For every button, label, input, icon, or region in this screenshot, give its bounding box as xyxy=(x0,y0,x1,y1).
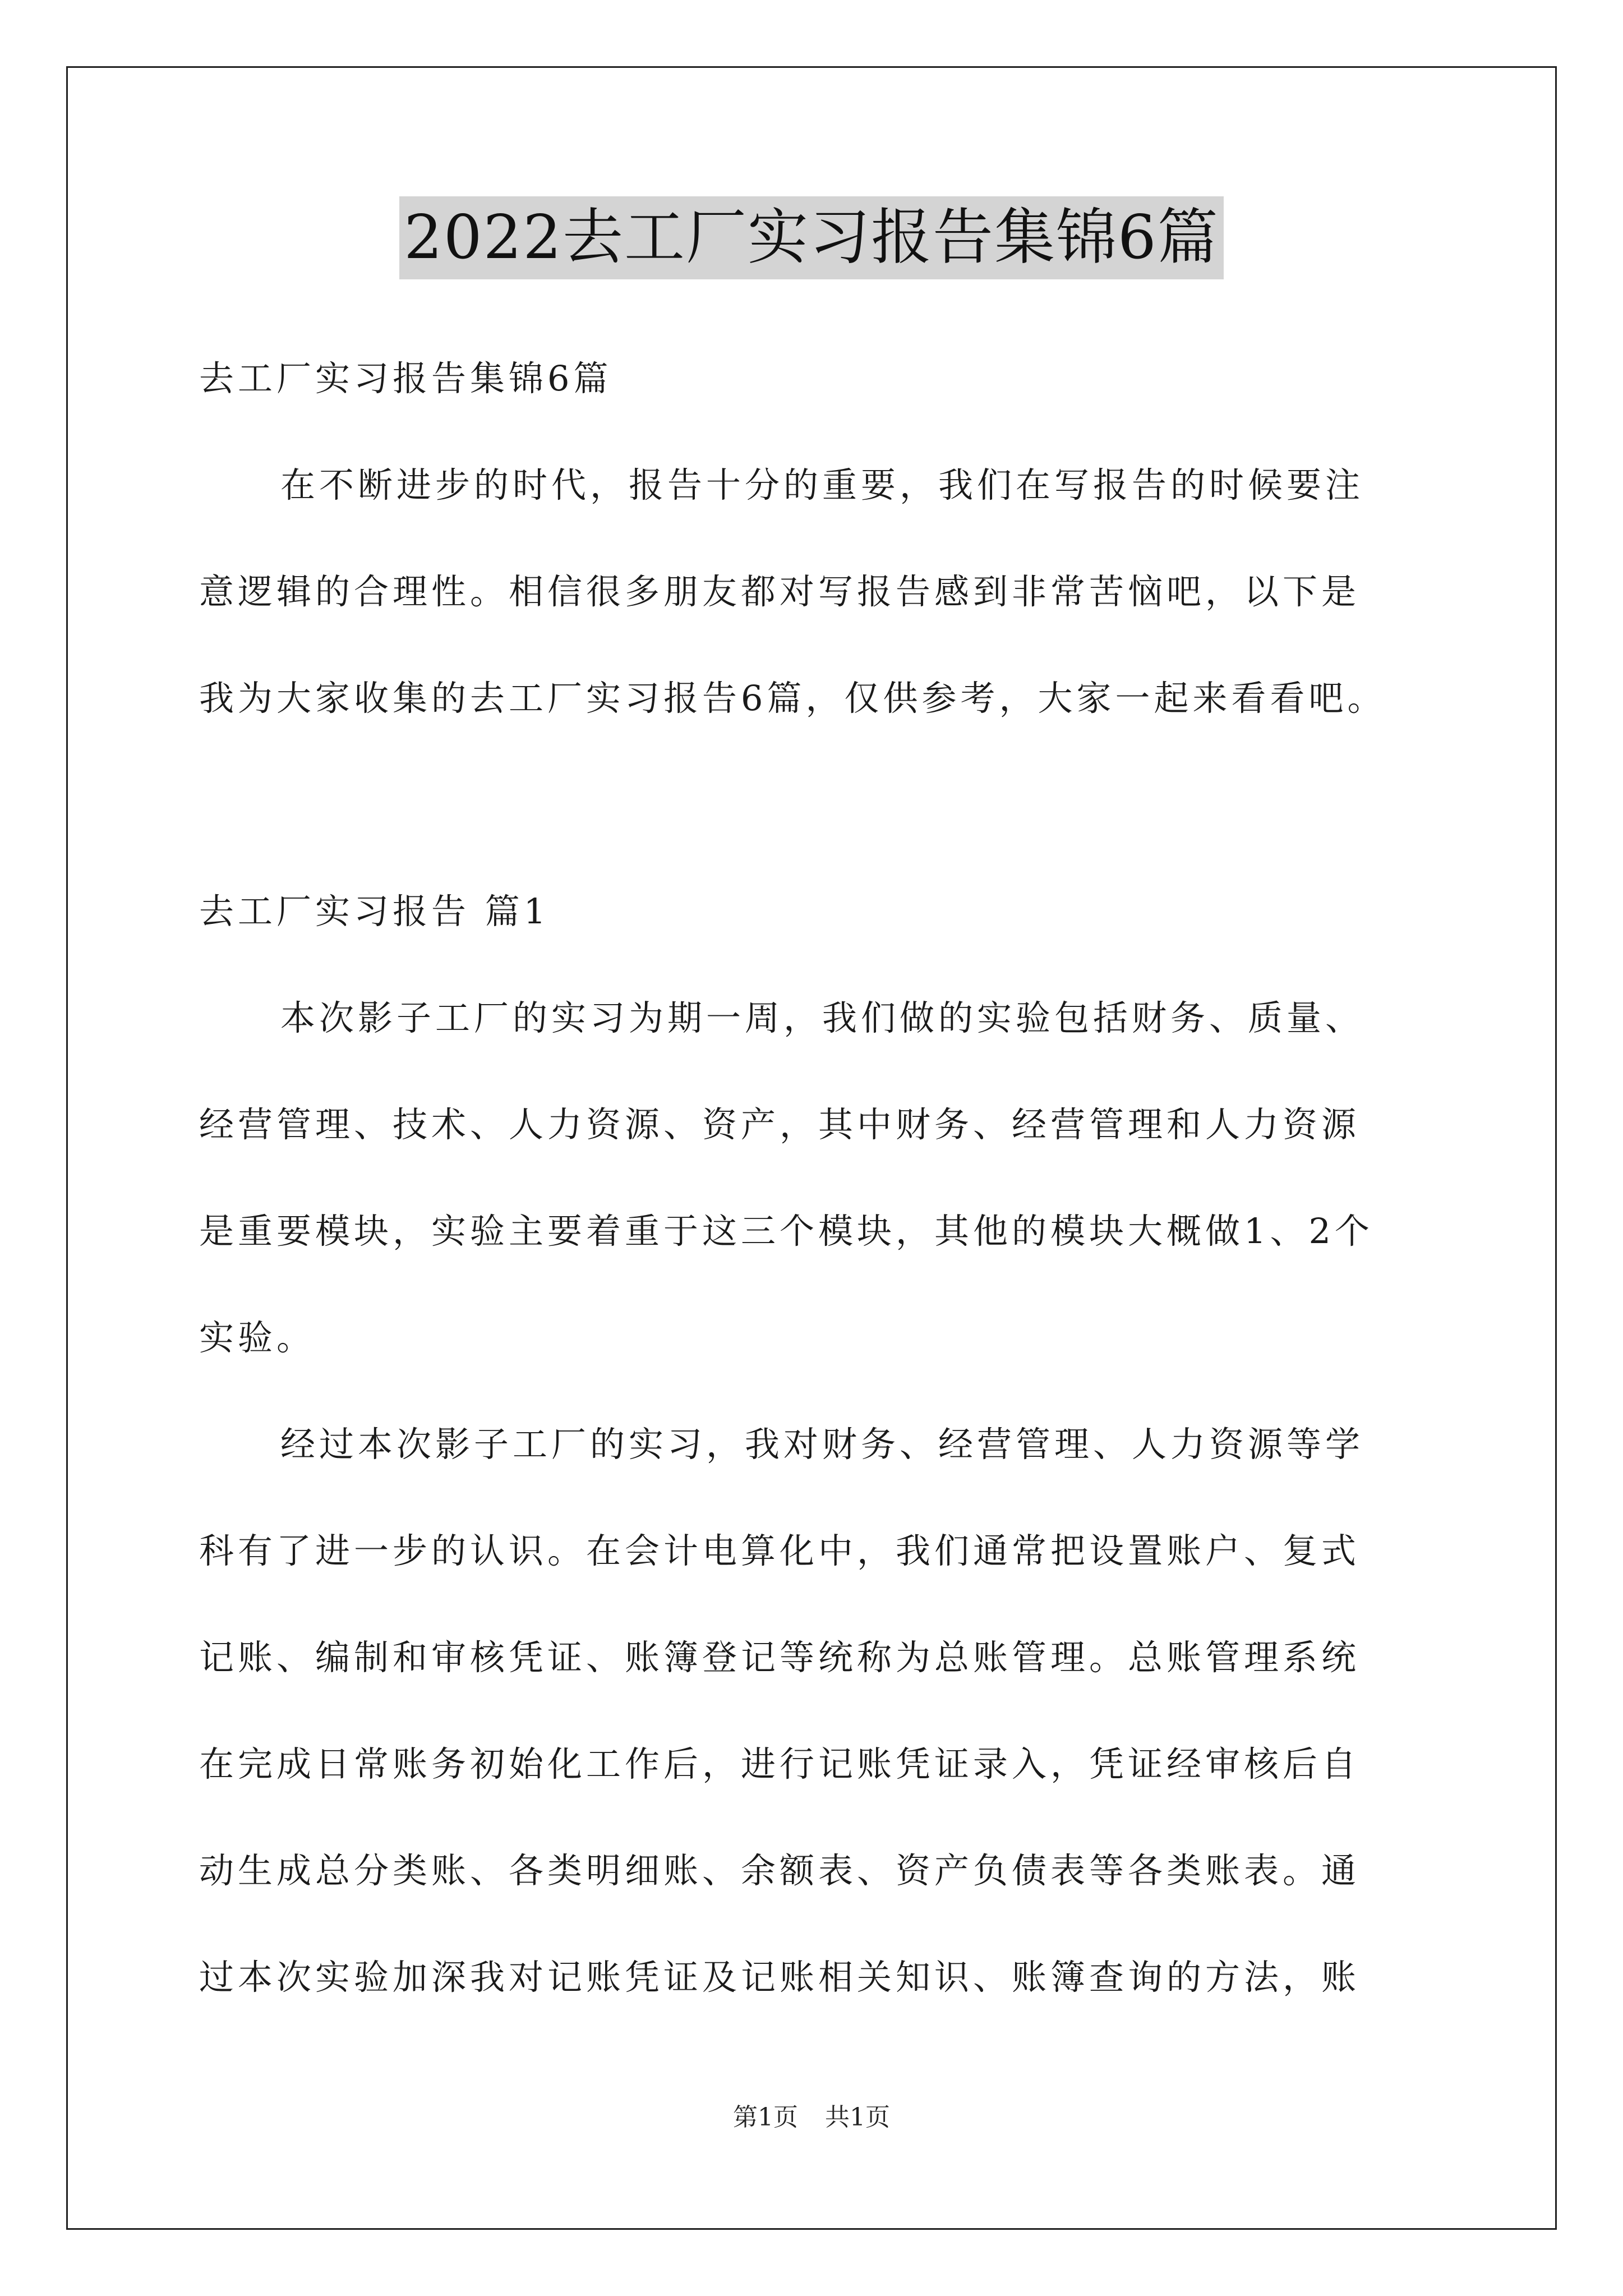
paragraph1-line-1: 本次影子工厂的实习为期一周，我们做的实验包括财务、质量、 xyxy=(280,997,1364,1038)
page-footer xyxy=(0,2101,1623,2134)
paragraph2-line-6: 过本次实验加深我对记账凭证及记账相关知识、账簿查询的方法，账 xyxy=(199,1957,1361,1998)
paragraph1-line-2: 经营管理、技术、人力资源、资产，其中财务、经营管理和人力资源 xyxy=(199,1104,1361,1145)
paragraph2-line-3: 记账、编制和审核凭证、账簿登记等统称为总账管理。总账管理系统 xyxy=(199,1637,1361,1678)
paragraph2-line-5: 动生成总分类账、各类明细账、余额表、资产负债表等各类账表。通 xyxy=(199,1850,1361,1891)
document-subtitle: 去工厂实习报告集锦6篇 xyxy=(199,358,612,399)
paragraph2-line-1: 经过本次影子工厂的实习，我对财务、经营管理、人力资源等学 xyxy=(280,1424,1364,1465)
intro-line-2: 意逻辑的合理性。相信很多朋友都对写报告感到非常苦恼吧，以下是 xyxy=(199,571,1361,612)
page-number: 第1页 xyxy=(733,2103,798,2132)
paragraph2-line-4: 在完成日常账务初始化工作后，进行记账凭证录入，凭证经审核后自 xyxy=(199,1743,1361,1784)
title-container xyxy=(0,196,1623,279)
intro-line-1: 在不断进步的时代，报告十分的重要，我们在写报告的时候要注 xyxy=(280,464,1364,505)
document-title: 2022去工厂实习报告集锦6篇 xyxy=(399,196,1224,279)
paragraph2-line-2: 科有了进一步的认识。在会计电算化中，我们通常把设置账户、复式 xyxy=(199,1530,1361,1571)
section-heading: 去工厂实习报告 篇1 xyxy=(199,891,550,932)
intro-line-3: 我为大家收集的去工厂实习报告6篇，仅供参考，大家一起来看看吧。 xyxy=(199,678,1386,719)
page-total: 共1页 xyxy=(825,2103,890,2132)
paragraph1-line-4: 实验。 xyxy=(199,1317,316,1358)
paragraph1-line-3: 是重要模块，实验主要着重于这三个模块，其他的模块大概做1、2个 xyxy=(199,1211,1373,1251)
